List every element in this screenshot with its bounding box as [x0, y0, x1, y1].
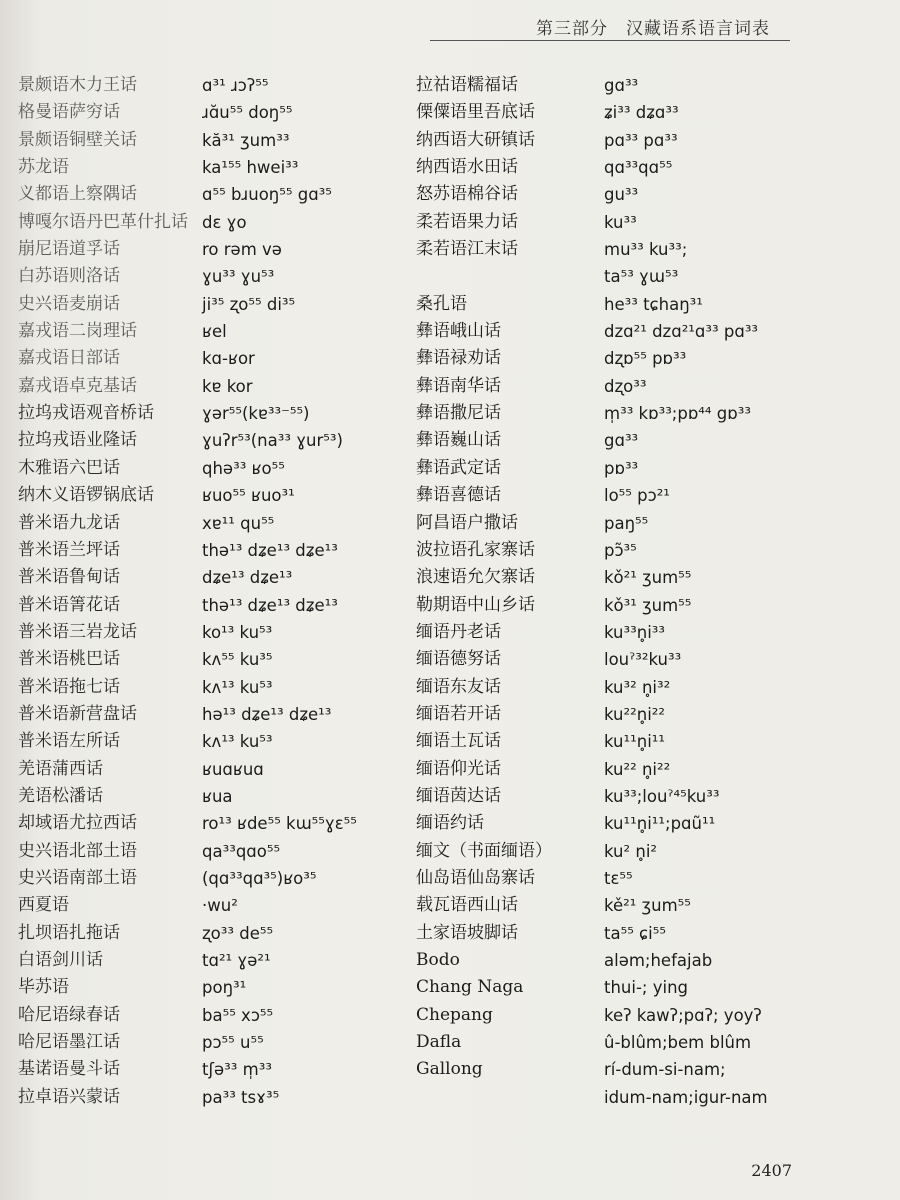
word-form: ʐo³³ de⁵⁵	[202, 923, 274, 943]
language-name: 纳西语水田话	[416, 157, 518, 178]
word-form: dʐo³³	[604, 376, 647, 396]
word-form: ɑ⁵⁵ bɹuoŋ⁵⁵ gɑ³⁵	[202, 185, 332, 205]
word-form: ʁuo⁵⁵ ʁuo³¹	[202, 486, 295, 506]
language-name: 拉卓语兴蒙话	[18, 1086, 120, 1107]
word-form: ba⁵⁵ xɔ⁵⁵	[202, 1005, 274, 1025]
word-form: ku¹¹n̥i¹¹;pɑũ¹¹	[604, 814, 716, 834]
language-name: 勒期语中山乡话	[416, 594, 535, 615]
language-name: 普米语九龙话	[18, 512, 120, 533]
word-form: û-blûm;bem blûm	[604, 1033, 752, 1053]
language-name: Bodo	[416, 950, 460, 970]
word-form: kǒ²¹ ʒum⁵⁵	[604, 568, 692, 588]
language-name: 嘉戎语日部话	[18, 348, 120, 369]
word-form: ro rəm və	[202, 240, 282, 260]
language-name: 史兴语南部土语	[18, 867, 137, 888]
word-form: pa³³ tsɤ³⁵	[202, 1087, 280, 1107]
word-form: xɐ¹¹ qu⁵⁵	[202, 513, 275, 533]
language-name: 纳木义语锣锅底话	[18, 485, 154, 506]
language-name: 景颇语铜壁关话	[18, 129, 137, 150]
language-name: 缅语茵达话	[416, 785, 501, 806]
language-name: Dafla	[416, 1032, 462, 1053]
language-name: 嘉戎语二岗理话	[18, 321, 137, 342]
language-name: 扎坝语扎拖话	[18, 922, 120, 943]
word-form: gɑ³³	[604, 76, 639, 95]
word-form: ʁuɑʁuɑ	[202, 759, 264, 779]
language-name: 缅语德努话	[416, 649, 501, 670]
language-name: 波拉语孔家寨话	[416, 539, 535, 560]
word-form: (qɑ³³qɑ³⁵)ʁo³⁵	[202, 868, 317, 888]
language-name: 彝语武定话	[416, 457, 501, 478]
language-name: Gallong	[416, 1059, 483, 1080]
language-name: 缅语若开话	[416, 703, 501, 724]
word-form: he³³ tɕhaŋ³¹	[604, 294, 703, 314]
word-form: kě²¹ ʒum⁵⁵	[604, 896, 691, 916]
word-form: tɑ²¹ ɣə²¹	[202, 951, 271, 970]
word-form: ji³⁵ ʐo⁵⁵ di³⁵	[202, 294, 296, 314]
language-name: 基诺语曼斗话	[18, 1059, 120, 1080]
language-name: 拉祜语糯福话	[416, 75, 518, 95]
running-header: 第三部分 汉藏语系语言词表	[536, 19, 770, 39]
language-name: 史兴语北部土语	[18, 840, 137, 861]
word-form: qhə³³ ʁo⁵⁵	[202, 458, 285, 478]
language-name: 哈尼语墨江话	[18, 1032, 120, 1053]
language-name: 载瓦语西山话	[416, 895, 518, 916]
word-form: ku¹¹n̥i¹¹	[604, 732, 666, 752]
word-form: gu³³	[604, 185, 639, 205]
language-name: 彝语禄劝话	[416, 348, 501, 369]
language-name: 浪速语允欠寨话	[416, 567, 535, 588]
word-form: kɐ kor	[202, 376, 253, 396]
word-form: kʌ¹³ ku⁵³	[202, 677, 273, 697]
language-name: 柔若语果力话	[416, 211, 518, 232]
word-form: ko¹³ ku⁵³	[202, 622, 273, 642]
word-form: ro¹³ ʁde⁵⁵ kɯ⁵⁵ɣɛ⁵⁵	[202, 814, 357, 834]
language-name: 傈僳语里吾底话	[416, 102, 535, 123]
word-form: ku²²n̥i²²	[604, 704, 666, 724]
left-language-names	[18, 72, 198, 1111]
language-name: 缅语土瓦话	[416, 731, 501, 752]
language-name: 缅语仰光话	[416, 758, 501, 779]
language-name: Chepang	[416, 1004, 493, 1025]
right-language-names	[416, 72, 596, 1111]
word-form: thə¹³ dʑe¹³ dʑe¹³	[202, 595, 338, 615]
language-name: 普米语箐花话	[18, 594, 120, 615]
word-form: hə¹³ dʑe¹³ dʑe¹³	[202, 704, 332, 724]
language-name: 彝语南华话	[416, 375, 501, 396]
word-form: ɑ³¹ ɹɔʔ⁵⁵	[202, 76, 269, 95]
word-form: rí-dum-si-nam;	[604, 1060, 726, 1080]
language-name: 彝语撒尼话	[416, 403, 501, 424]
word-form: ku³³n̥i³³	[604, 622, 666, 642]
word-form: qa³³qɑo⁵⁵	[202, 841, 281, 861]
language-name: 哈尼语绿春话	[18, 1004, 120, 1025]
language-name: 羌语松潘话	[18, 785, 103, 806]
word-form: dʐɒ⁵⁵ pɒ³³	[604, 349, 687, 369]
word-form: kʌ⁵⁵ ku³⁵	[202, 650, 273, 670]
left-word-forms	[202, 72, 412, 1111]
word-form: ka¹⁵⁵ hwei³³	[202, 158, 299, 178]
language-name: 嘉戎语卓克基话	[18, 375, 137, 396]
word-form: idum-nam;igur-nam	[604, 1087, 768, 1107]
language-name: 柔若语江末话	[416, 239, 518, 260]
word-form: ta⁵³ ɣɯ⁵³	[604, 267, 679, 287]
language-name: 怒苏语棉谷话	[416, 184, 518, 205]
word-form: ta⁵⁵ ɕi⁵⁵	[604, 923, 666, 943]
word-form: m̩³³ kɒ³³;pɒ⁴⁴ gɒ³³	[604, 404, 751, 424]
word-form: pɒ³³	[604, 458, 639, 478]
language-name: 彝语峨山话	[416, 321, 501, 342]
language-name: 仙岛语仙岛寨话	[416, 867, 535, 888]
word-form: pɔ̃³⁵	[604, 540, 637, 560]
word-form: pɔ⁵⁵ u⁵⁵	[202, 1033, 264, 1053]
word-form: tɛ⁵⁵	[604, 868, 633, 888]
language-name: 纳西语大研镇话	[416, 129, 535, 150]
word-form: qɑ³³qɑ⁵⁵	[604, 158, 673, 178]
language-name: 博嘎尔语丹巴革什扎话	[18, 211, 188, 232]
word-form: kǒ³¹ ʒum⁵⁵	[604, 595, 692, 615]
word-form: aləm;hefajab	[604, 951, 713, 970]
language-name: 拉坞戎语业隆话	[18, 430, 137, 451]
word-form: ɣər⁵⁵(kɐ³³⁻⁵⁵)	[202, 404, 310, 424]
word-form: louˀ³²ku³³	[604, 650, 682, 670]
word-form: ʁel	[202, 322, 227, 342]
language-name: 缅语东友话	[416, 676, 501, 697]
word-form: gɑ³³	[604, 431, 639, 451]
word-form: dɛ ɣo	[202, 212, 247, 232]
language-name: 史兴语麦崩话	[18, 293, 120, 314]
language-name: Chang Naga	[416, 977, 524, 998]
language-name: 白语剑川话	[18, 950, 103, 970]
word-form: thə¹³ dʑe¹³ dʑe¹³	[202, 540, 338, 560]
right-word-forms	[604, 72, 804, 1111]
word-form: ku² n̥i²	[604, 841, 658, 861]
word-form: keʔ kawʔ;pɑʔ; yoyʔ	[604, 1005, 762, 1025]
word-form: kʌ¹³ ku⁵³	[202, 732, 273, 752]
language-name: 西夏语	[18, 895, 69, 916]
language-name: 拉坞戎语观音桥话	[18, 403, 154, 424]
language-name: 格曼语萨穷话	[18, 102, 120, 123]
language-name: 普米语左所话	[18, 731, 120, 752]
word-form: kă³¹ ʒum³³	[202, 130, 290, 150]
language-name: 崩尼语道孚话	[18, 239, 120, 260]
word-form: ʑi³³ dʑɑ³³	[604, 103, 679, 123]
language-name: 苏龙语	[18, 157, 69, 178]
word-form: paŋ⁵⁵	[604, 513, 649, 533]
language-name: 普米语鲁甸话	[18, 567, 120, 588]
language-name: 阿昌语户撒话	[416, 512, 518, 533]
page-number: 2407	[751, 1161, 792, 1180]
language-name: 土家语坡脚话	[416, 922, 518, 943]
language-name: 却域语尤拉西话	[18, 813, 137, 834]
language-name: 缅文（书面缅语）	[416, 840, 552, 861]
word-form: ɹɑ̆u⁵⁵ doŋ⁵⁵	[202, 103, 293, 123]
language-name: 缅语约话	[416, 813, 484, 834]
word-form: mu³³ ku³³;	[604, 240, 688, 260]
language-name: 缅语丹老话	[416, 621, 501, 642]
word-form: tʃə³³ m̩³³	[202, 1060, 272, 1080]
word-form: pɑ³³ pɑ³³	[604, 130, 678, 150]
word-form: ku³³	[604, 212, 637, 232]
language-name: 毕苏语	[18, 977, 69, 998]
language-name	[416, 1084, 596, 1111]
language-name: 木雅语六巴话	[18, 457, 120, 478]
word-form: dzɑ²¹ dzɑ²¹ɑ³³ pɑ³³	[604, 322, 759, 342]
word-form: ku³³;louˀ⁴⁵ku³³	[604, 786, 720, 806]
word-form: poŋ³¹	[202, 978, 247, 998]
language-name: 普米语兰坪话	[18, 539, 120, 560]
language-name: 普米语三岩龙话	[18, 621, 137, 642]
language-name	[416, 263, 596, 290]
word-form: ku²² n̥i²²	[604, 759, 671, 779]
word-form: ku³² n̥i³²	[604, 677, 671, 697]
language-name: 桑孔语	[416, 293, 467, 314]
header-rule	[430, 40, 790, 41]
language-name: 普米语新营盘话	[18, 703, 137, 724]
language-name: 景颇语木力王话	[18, 75, 137, 95]
word-form: ɣu³³ ɣu⁵³	[202, 267, 275, 287]
language-name: 普米语拖七话	[18, 676, 120, 697]
word-form: lo⁵⁵ pɔ²¹	[604, 486, 670, 506]
language-name: 义都语上察隅话	[18, 184, 137, 205]
language-name: 羌语蒲西话	[18, 758, 103, 779]
word-form: ʁua	[202, 786, 233, 806]
word-form: kɑ-ʁor	[202, 349, 255, 369]
language-name: 普米语桃巴话	[18, 649, 120, 670]
language-name: 彝语喜德话	[416, 485, 501, 506]
word-form: dʑe¹³ dʑe¹³	[202, 568, 293, 588]
word-form: ·wu²	[202, 896, 238, 916]
language-name: 白苏语则洛话	[18, 266, 120, 287]
word-form: ɣuʔr⁵³(na³³ ɣur⁵³)	[202, 431, 343, 451]
language-name: 彝语巍山话	[416, 430, 501, 451]
word-form: thui-; ying	[604, 978, 689, 998]
